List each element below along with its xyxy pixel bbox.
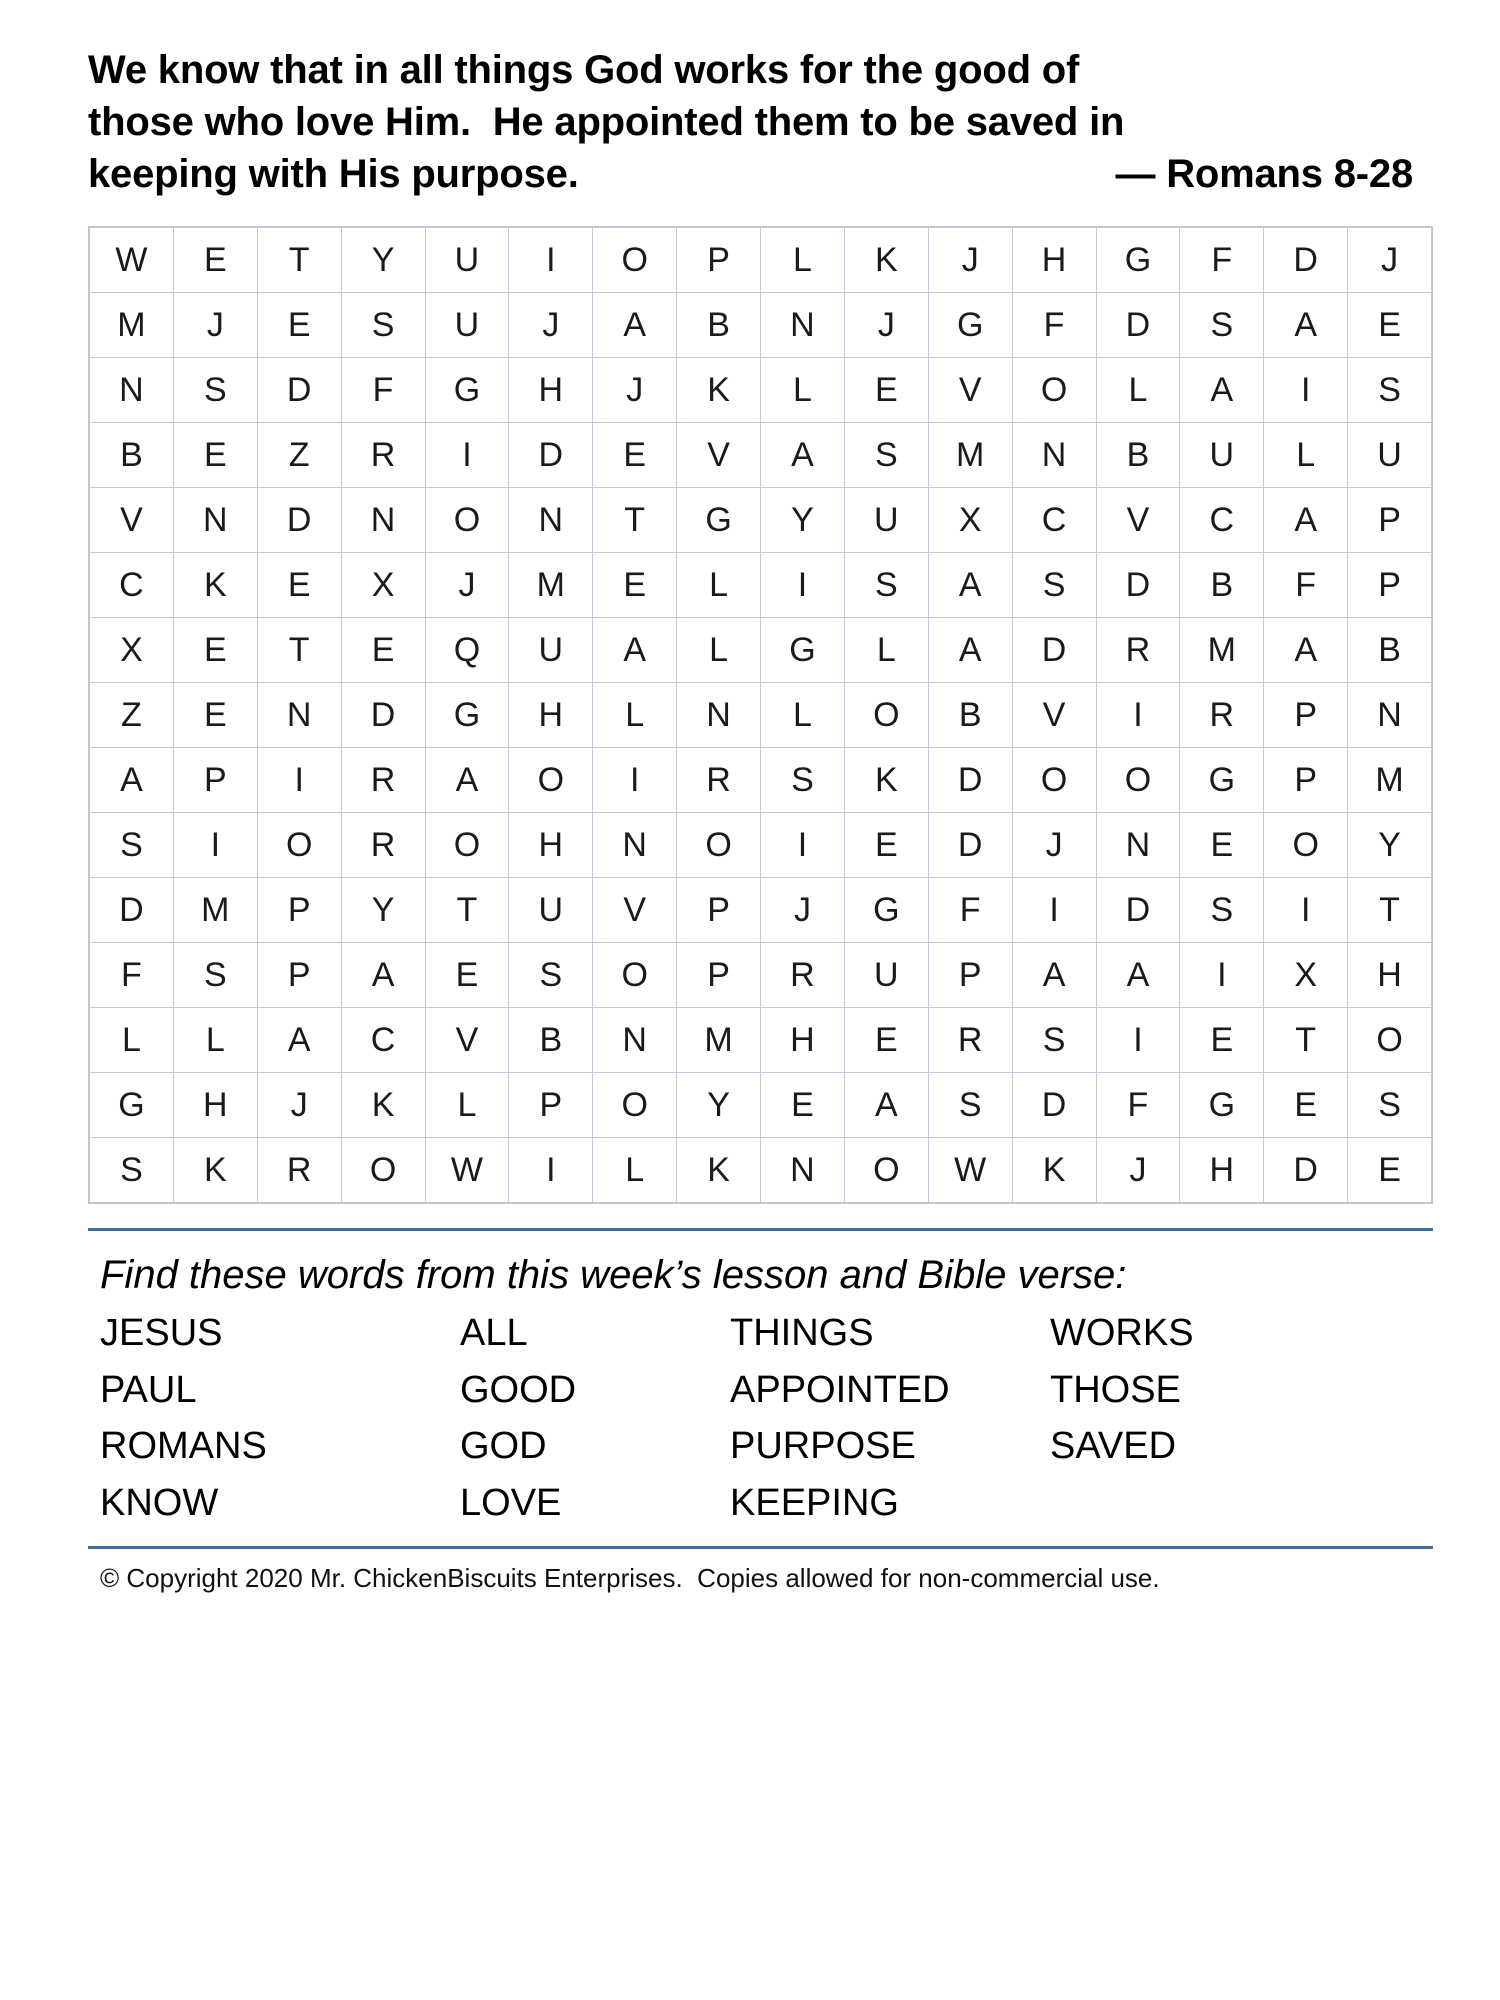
- letter-cell[interactable]: G: [1096, 228, 1180, 293]
- letter-cell[interactable]: J: [257, 1073, 341, 1138]
- letter-cell[interactable]: K: [844, 228, 928, 293]
- letter-cell[interactable]: E: [844, 358, 928, 423]
- letter-cell[interactable]: G: [425, 683, 509, 748]
- letter-cell[interactable]: H: [509, 813, 593, 878]
- letter-cell[interactable]: E: [257, 293, 341, 358]
- letter-cell[interactable]: V: [425, 1008, 509, 1073]
- letter-cell[interactable]: N: [509, 488, 593, 553]
- letter-cell[interactable]: D: [1264, 228, 1348, 293]
- letter-cell[interactable]: A: [425, 748, 509, 813]
- letter-cell[interactable]: U: [844, 943, 928, 1008]
- letter-cell[interactable]: D: [1012, 618, 1096, 683]
- letter-cell[interactable]: I: [1096, 1008, 1180, 1073]
- letter-cell[interactable]: P: [677, 228, 761, 293]
- letter-cell[interactable]: U: [509, 618, 593, 683]
- word-list-item: PAUL: [100, 1368, 197, 1411]
- verse-line-2: those who love Him. He appointed them to be saved in: [88, 100, 1125, 144]
- letter-cell[interactable]: L: [173, 1008, 257, 1073]
- letter-cell[interactable]: U: [425, 228, 509, 293]
- letter-cell[interactable]: O: [593, 943, 677, 1008]
- letter-grid-row: [90, 1138, 1432, 1203]
- letter-cell[interactable]: O: [257, 813, 341, 878]
- letter-cell[interactable]: F: [1012, 293, 1096, 358]
- verse-reference: — Romans 8-28: [1115, 152, 1413, 196]
- letter-cell[interactable]: K: [173, 553, 257, 618]
- letter-cell[interactable]: N: [1096, 813, 1180, 878]
- letter-cell[interactable]: N: [341, 488, 425, 553]
- letter-cell[interactable]: V: [1096, 488, 1180, 553]
- letter-cell[interactable]: D: [257, 358, 341, 423]
- letter-cell[interactable]: A: [90, 748, 174, 813]
- letter-cell[interactable]: N: [173, 488, 257, 553]
- letter-cell[interactable]: S: [509, 943, 593, 1008]
- letter-cell[interactable]: T: [593, 488, 677, 553]
- letter-cell[interactable]: O: [425, 488, 509, 553]
- letter-cell[interactable]: Z: [90, 683, 174, 748]
- letter-cell[interactable]: B: [1180, 553, 1264, 618]
- letter-cell[interactable]: D: [1012, 1073, 1096, 1138]
- letter-cell[interactable]: O: [425, 813, 509, 878]
- letter-cell[interactable]: H: [761, 1008, 845, 1073]
- word-list-item: WORKS: [1050, 1312, 1194, 1354]
- letter-cell[interactable]: E: [1348, 293, 1432, 358]
- letter-cell[interactable]: C: [1012, 488, 1096, 553]
- word-list-item: PURPOSE: [730, 1425, 916, 1468]
- letter-grid-row: [90, 943, 1432, 1008]
- letter-cell[interactable]: N: [90, 358, 174, 423]
- letter-cell[interactable]: U: [844, 488, 928, 553]
- divider-above-footer: [88, 1546, 1433, 1549]
- letter-cell[interactable]: S: [341, 293, 425, 358]
- letter-cell[interactable]: J: [1012, 813, 1096, 878]
- word-list-item: THINGS: [730, 1312, 874, 1354]
- letter-cell[interactable]: S: [90, 1138, 174, 1203]
- letter-cell[interactable]: O: [677, 813, 761, 878]
- letter-cell[interactable]: D: [1096, 878, 1180, 943]
- letter-cell[interactable]: D: [257, 488, 341, 553]
- letter-cell[interactable]: R: [257, 1138, 341, 1203]
- letter-cell[interactable]: B: [928, 683, 1012, 748]
- letter-cell[interactable]: M: [173, 878, 257, 943]
- letter-cell[interactable]: E: [1180, 1008, 1264, 1073]
- letter-cell[interactable]: S: [1012, 553, 1096, 618]
- find-words-title: Find these words from this week’s lesson and Bible verse:: [100, 1253, 1127, 1297]
- letter-cell[interactable]: S: [1348, 358, 1432, 423]
- letter-cell[interactable]: A: [1264, 293, 1348, 358]
- letter-cell[interactable]: X: [341, 553, 425, 618]
- letter-cell[interactable]: N: [1348, 683, 1432, 748]
- letter-cell[interactable]: X: [90, 618, 174, 683]
- letter-grid-row: [90, 228, 1432, 293]
- letter-cell[interactable]: W: [928, 1138, 1012, 1203]
- letter-cell[interactable]: A: [1180, 358, 1264, 423]
- letter-grid-row: [90, 553, 1432, 618]
- letter-cell[interactable]: I: [593, 748, 677, 813]
- letter-cell[interactable]: D: [509, 423, 593, 488]
- letter-cell[interactable]: P: [257, 878, 341, 943]
- letter-cell[interactable]: G: [90, 1073, 174, 1138]
- letter-cell[interactable]: C: [1180, 488, 1264, 553]
- letter-cell[interactable]: W: [90, 228, 174, 293]
- letter-cell[interactable]: S: [90, 813, 174, 878]
- letter-cell[interactable]: J: [173, 293, 257, 358]
- letter-cell[interactable]: N: [677, 683, 761, 748]
- letter-cell[interactable]: N: [593, 1008, 677, 1073]
- letter-cell[interactable]: E: [257, 553, 341, 618]
- letter-cell[interactable]: A: [257, 1008, 341, 1073]
- letter-cell[interactable]: G: [425, 358, 509, 423]
- word-list-item: SAVED: [1050, 1425, 1177, 1468]
- letter-cell[interactable]: J: [425, 553, 509, 618]
- letter-cell[interactable]: D: [928, 813, 1012, 878]
- letter-cell[interactable]: A: [928, 553, 1012, 618]
- letter-grid-row: [90, 748, 1432, 813]
- letter-cell[interactable]: D: [1264, 1138, 1348, 1203]
- letter-cell[interactable]: H: [1180, 1138, 1264, 1203]
- letter-cell[interactable]: U: [425, 293, 509, 358]
- letter-cell[interactable]: M: [1180, 618, 1264, 683]
- letter-cell[interactable]: Y: [761, 488, 845, 553]
- letter-cell[interactable]: V: [593, 878, 677, 943]
- letter-cell[interactable]: G: [844, 878, 928, 943]
- letter-grid-row: [90, 878, 1432, 943]
- verse-line-3: keeping with His purpose.: [88, 152, 579, 196]
- letter-cell[interactable]: G: [928, 293, 1012, 358]
- letter-cell[interactable]: A: [593, 293, 677, 358]
- letter-cell[interactable]: C: [341, 1008, 425, 1073]
- letter-cell[interactable]: U: [1180, 423, 1264, 488]
- word-list-item: JESUS: [100, 1312, 223, 1354]
- letter-cell[interactable]: P: [677, 943, 761, 1008]
- letter-cell[interactable]: A: [844, 1073, 928, 1138]
- letter-cell[interactable]: Y: [341, 878, 425, 943]
- letter-cell[interactable]: N: [761, 293, 845, 358]
- letter-cell[interactable]: L: [844, 618, 928, 683]
- letter-cell[interactable]: P: [928, 943, 1012, 1008]
- letter-cell[interactable]: J: [928, 228, 1012, 293]
- letter-cell[interactable]: J: [761, 878, 845, 943]
- letter-cell[interactable]: E: [593, 423, 677, 488]
- letter-cell[interactable]: I: [761, 813, 845, 878]
- letter-cell[interactable]: I: [257, 748, 341, 813]
- letter-cell[interactable]: F: [1096, 1073, 1180, 1138]
- letter-cell[interactable]: O: [844, 683, 928, 748]
- letter-cell[interactable]: P: [509, 1073, 593, 1138]
- letter-cell[interactable]: A: [341, 943, 425, 1008]
- letter-grid-body: [90, 228, 1432, 1203]
- letter-cell[interactable]: F: [1264, 553, 1348, 618]
- letter-cell[interactable]: U: [509, 878, 593, 943]
- letter-cell[interactable]: B: [90, 423, 174, 488]
- letter-cell[interactable]: K: [1012, 1138, 1096, 1203]
- letter-cell[interactable]: C: [90, 553, 174, 618]
- letter-cell[interactable]: P: [1264, 748, 1348, 813]
- letter-cell[interactable]: P: [173, 748, 257, 813]
- letter-cell[interactable]: O: [509, 748, 593, 813]
- letter-cell[interactable]: D: [928, 748, 1012, 813]
- letter-cell[interactable]: J: [509, 293, 593, 358]
- letter-cell[interactable]: Y: [677, 1073, 761, 1138]
- letter-cell[interactable]: E: [761, 1073, 845, 1138]
- letter-cell[interactable]: Y: [1348, 813, 1432, 878]
- letter-cell[interactable]: O: [844, 1138, 928, 1203]
- letter-cell[interactable]: D: [1096, 293, 1180, 358]
- letter-cell[interactable]: J: [1096, 1138, 1180, 1203]
- letter-cell[interactable]: W: [425, 1138, 509, 1203]
- letter-cell[interactable]: L: [1096, 358, 1180, 423]
- letter-cell[interactable]: I: [1264, 878, 1348, 943]
- letter-cell[interactable]: X: [928, 488, 1012, 553]
- letter-cell[interactable]: L: [761, 228, 845, 293]
- letter-grid-row: [90, 488, 1432, 553]
- letter-cell[interactable]: A: [1264, 488, 1348, 553]
- letter-cell[interactable]: A: [761, 423, 845, 488]
- letter-cell[interactable]: J: [844, 293, 928, 358]
- letter-cell[interactable]: X: [1264, 943, 1348, 1008]
- letter-cell[interactable]: A: [1096, 943, 1180, 1008]
- letter-cell[interactable]: T: [257, 618, 341, 683]
- letter-cell[interactable]: Q: [425, 618, 509, 683]
- letter-cell[interactable]: L: [1264, 423, 1348, 488]
- letter-cell[interactable]: P: [677, 878, 761, 943]
- letter-cell[interactable]: N: [593, 813, 677, 878]
- bible-verse: [88, 44, 1420, 200]
- letter-cell[interactable]: O: [1264, 813, 1348, 878]
- letter-cell[interactable]: K: [844, 748, 928, 813]
- letter-cell[interactable]: D: [90, 878, 174, 943]
- letter-cell[interactable]: B: [1096, 423, 1180, 488]
- letter-grid-row: [90, 813, 1432, 878]
- letter-cell[interactable]: L: [761, 358, 845, 423]
- letter-cell[interactable]: P: [257, 943, 341, 1008]
- word-list-item: KNOW: [100, 1481, 219, 1524]
- letter-cell[interactable]: B: [509, 1008, 593, 1073]
- word-list: [100, 1312, 1448, 1524]
- letter-cell[interactable]: A: [1264, 618, 1348, 683]
- letter-cell[interactable]: E: [1264, 1073, 1348, 1138]
- letter-cell[interactable]: V: [1012, 683, 1096, 748]
- letter-cell[interactable]: K: [173, 1138, 257, 1203]
- letter-cell[interactable]: S: [173, 358, 257, 423]
- letter-grid-row: [90, 358, 1432, 423]
- letter-cell[interactable]: T: [257, 228, 341, 293]
- letter-cell[interactable]: E: [425, 943, 509, 1008]
- letter-cell[interactable]: M: [677, 1008, 761, 1073]
- letter-cell[interactable]: N: [761, 1138, 845, 1203]
- letter-cell[interactable]: V: [90, 488, 174, 553]
- letter-cell[interactable]: D: [1096, 553, 1180, 618]
- letter-cell[interactable]: O: [593, 1073, 677, 1138]
- word-list-item: KEEPING: [730, 1481, 899, 1524]
- letter-cell[interactable]: G: [1180, 748, 1264, 813]
- verse-line-1: We know that in all things God works for the good of: [88, 48, 1080, 92]
- letter-cell[interactable]: I: [1012, 878, 1096, 943]
- letter-grid-row: [90, 618, 1432, 683]
- letter-cell[interactable]: V: [677, 423, 761, 488]
- letter-cell[interactable]: E: [173, 228, 257, 293]
- letter-cell[interactable]: S: [928, 1073, 1012, 1138]
- letter-cell[interactable]: A: [593, 618, 677, 683]
- letter-cell[interactable]: K: [677, 1138, 761, 1203]
- letter-cell[interactable]: I: [425, 423, 509, 488]
- word-list-item: ALL: [460, 1312, 528, 1354]
- letter-cell[interactable]: E: [173, 618, 257, 683]
- letter-cell[interactable]: R: [341, 813, 425, 878]
- letter-cell[interactable]: H: [509, 683, 593, 748]
- letter-cell[interactable]: E: [341, 618, 425, 683]
- letter-cell[interactable]: G: [677, 488, 761, 553]
- letter-cell[interactable]: A: [928, 618, 1012, 683]
- letter-grid-table: [89, 227, 1432, 1203]
- letter-cell[interactable]: I: [173, 813, 257, 878]
- letter-cell[interactable]: F: [1180, 228, 1264, 293]
- letter-cell[interactable]: F: [341, 358, 425, 423]
- letter-cell[interactable]: I: [1096, 683, 1180, 748]
- letter-cell[interactable]: E: [173, 423, 257, 488]
- letter-cell[interactable]: I: [509, 1138, 593, 1203]
- letter-cell[interactable]: Z: [257, 423, 341, 488]
- letter-grid-row: [90, 423, 1432, 488]
- verse-line-3-row: [88, 148, 1413, 200]
- letter-cell[interactable]: T: [425, 878, 509, 943]
- word-list-item: THOSE: [1050, 1368, 1181, 1411]
- letter-cell[interactable]: J: [1348, 228, 1432, 293]
- letter-cell[interactable]: I: [1180, 943, 1264, 1008]
- letter-cell[interactable]: M: [90, 293, 174, 358]
- letter-cell[interactable]: K: [341, 1073, 425, 1138]
- letter-cell[interactable]: H: [173, 1073, 257, 1138]
- letter-cell[interactable]: S: [173, 943, 257, 1008]
- letter-cell[interactable]: R: [1180, 683, 1264, 748]
- letter-cell[interactable]: O: [1348, 1008, 1432, 1073]
- letter-cell[interactable]: H: [1012, 228, 1096, 293]
- letter-cell[interactable]: L: [425, 1073, 509, 1138]
- letter-cell[interactable]: G: [1180, 1073, 1264, 1138]
- letter-cell[interactable]: L: [90, 1008, 174, 1073]
- letter-cell[interactable]: A: [1012, 943, 1096, 1008]
- letter-cell[interactable]: S: [1180, 878, 1264, 943]
- letter-cell[interactable]: S: [1012, 1008, 1096, 1073]
- letter-cell[interactable]: F: [928, 878, 1012, 943]
- divider-above-word-list: [88, 1228, 1433, 1231]
- letter-cell[interactable]: M: [1348, 748, 1432, 813]
- letter-cell[interactable]: J: [593, 358, 677, 423]
- letter-grid-row: [90, 293, 1432, 358]
- letter-cell[interactable]: L: [593, 1138, 677, 1203]
- letter-cell[interactable]: S: [1348, 1073, 1432, 1138]
- letter-cell[interactable]: E: [844, 1008, 928, 1073]
- letter-cell[interactable]: N: [257, 683, 341, 748]
- letter-cell[interactable]: B: [677, 293, 761, 358]
- word-list-spacer: [1050, 1482, 1350, 1525]
- letter-cell[interactable]: S: [761, 748, 845, 813]
- letter-grid-row: [90, 1008, 1432, 1073]
- letter-cell[interactable]: P: [1264, 683, 1348, 748]
- letter-cell[interactable]: L: [761, 683, 845, 748]
- letter-cell[interactable]: M: [509, 553, 593, 618]
- letter-cell[interactable]: R: [1096, 618, 1180, 683]
- letter-cell[interactable]: K: [677, 358, 761, 423]
- word-list-item: GOD: [460, 1425, 547, 1468]
- letter-cell[interactable]: O: [1012, 748, 1096, 813]
- letter-cell[interactable]: S: [844, 553, 928, 618]
- letter-cell[interactable]: N: [1012, 423, 1096, 488]
- letter-cell[interactable]: O: [341, 1138, 425, 1203]
- letter-cell[interactable]: H: [509, 358, 593, 423]
- letter-cell[interactable]: I: [1264, 358, 1348, 423]
- letter-cell[interactable]: R: [677, 748, 761, 813]
- letter-cell[interactable]: L: [677, 553, 761, 618]
- letter-cell[interactable]: E: [593, 553, 677, 618]
- letter-cell[interactable]: E: [844, 813, 928, 878]
- letter-cell[interactable]: U: [1348, 423, 1432, 488]
- word-search-grid[interactable]: [88, 226, 1433, 1204]
- copyright-notice: © Copyright 2020 Mr. ChickenBiscuits Enterprises. Copies allowed for non-commercial use.: [100, 1563, 1160, 1594]
- letter-cell[interactable]: M: [928, 423, 1012, 488]
- letter-cell[interactable]: F: [90, 943, 174, 1008]
- letter-cell[interactable]: V: [928, 358, 1012, 423]
- word-list-item: GOOD: [460, 1368, 577, 1411]
- word-list-item: ROMANS: [100, 1425, 267, 1468]
- letter-cell[interactable]: L: [593, 683, 677, 748]
- letter-cell[interactable]: B: [1348, 618, 1432, 683]
- letter-cell[interactable]: D: [341, 683, 425, 748]
- letter-cell[interactable]: I: [761, 553, 845, 618]
- letter-cell[interactable]: S: [1180, 293, 1264, 358]
- letter-cell[interactable]: R: [341, 423, 425, 488]
- letter-cell[interactable]: P: [1348, 553, 1432, 618]
- letter-grid-row: [90, 1073, 1432, 1138]
- letter-cell[interactable]: O: [1096, 748, 1180, 813]
- word-list-item: LOVE: [460, 1481, 562, 1524]
- letter-cell[interactable]: E: [1180, 813, 1264, 878]
- letter-grid-row: [90, 683, 1432, 748]
- letter-cell[interactable]: S: [844, 423, 928, 488]
- letter-cell[interactable]: O: [1012, 358, 1096, 423]
- letter-cell[interactable]: R: [341, 748, 425, 813]
- letter-cell[interactable]: G: [761, 618, 845, 683]
- letter-cell[interactable]: R: [761, 943, 845, 1008]
- letter-cell[interactable]: O: [593, 228, 677, 293]
- letter-cell[interactable]: E: [1348, 1138, 1432, 1203]
- letter-cell[interactable]: R: [928, 1008, 1012, 1073]
- letter-cell[interactable]: T: [1264, 1008, 1348, 1073]
- letter-cell[interactable]: Y: [341, 228, 425, 293]
- letter-cell[interactable]: L: [677, 618, 761, 683]
- letter-cell[interactable]: H: [1348, 943, 1432, 1008]
- letter-cell[interactable]: I: [509, 228, 593, 293]
- letter-cell[interactable]: T: [1348, 878, 1432, 943]
- letter-cell[interactable]: E: [173, 683, 257, 748]
- word-list-item: APPOINTED: [730, 1368, 950, 1411]
- letter-cell[interactable]: P: [1348, 488, 1432, 553]
